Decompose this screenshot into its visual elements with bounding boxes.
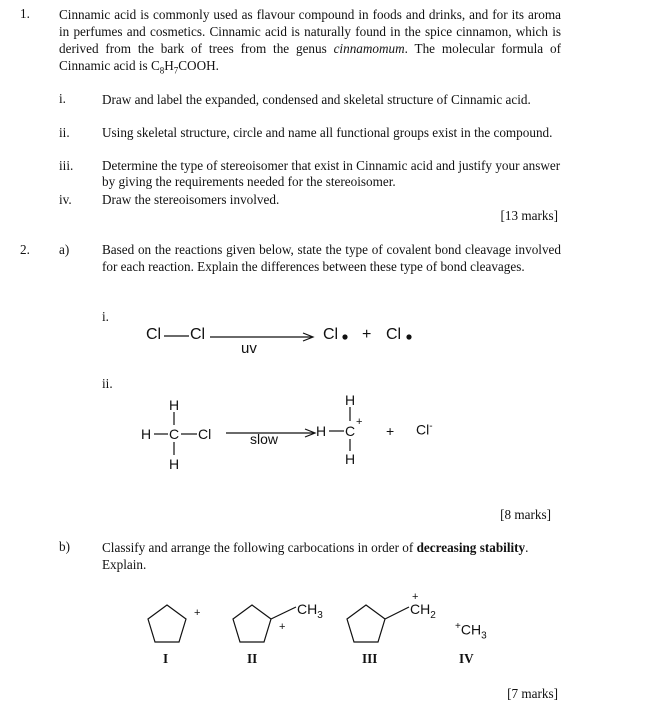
question-2-number: 2. <box>20 242 30 257</box>
chloride-ion: Cl- <box>416 421 433 438</box>
q2b-text: Classify and arrange the following carbocations in order of decreasing stability. Explain. <box>102 540 529 572</box>
reaction-1-num: i. <box>102 309 109 324</box>
cation-h-top: H <box>345 392 356 408</box>
q1-item-iii-num: iii. <box>59 158 74 173</box>
intro-text-1: Cinnamic acid is commonly used as flavour compound in foods and drinks, and for its aroma in perfumes and cosmetics. Cinnamic acid is naturally found in the spice cinnamon, which is derived from the bark of trees from the genus <box>59 7 561 56</box>
cation-h-bottom: H <box>345 451 356 467</box>
carbocation-IV-methyl: $^+CH_3$ <box>455 621 487 642</box>
carbocation-II-charge: + <box>279 621 286 633</box>
carbocation-III-label: III <box>362 651 378 666</box>
methyl-cl: Cl <box>198 426 212 442</box>
carbocation-I-charge: + <box>194 607 201 619</box>
intro-text-2: . The molecular formula of Cinnamic acid is <box>59 41 561 73</box>
methyl-h-left: H <box>141 426 152 442</box>
ring-III-ch2-bond <box>385 607 409 619</box>
question-1-number: 1. <box>20 6 30 21</box>
q1-item-i-text: Draw and label the expanded, condensed and skeletal structure of Cinnamic acid. <box>102 92 531 107</box>
q2b-label: b) <box>59 539 70 554</box>
methyl-h-top: H <box>169 397 180 413</box>
methyl-h-bottom: H <box>169 456 180 472</box>
radical-dot-2 <box>406 334 411 339</box>
q2a-marks: [8 marks] <box>500 507 551 522</box>
cyclopentyl-ring-II <box>233 605 271 642</box>
product-plus: + <box>362 326 372 343</box>
q2a-text: Based on the reactions given below, state the type of covalent bond cleavage involved for each reaction. Explain the differences between these type of bond cleavages. <box>102 242 561 274</box>
radical-dot-1 <box>342 334 347 339</box>
reaction-2-condition: slow <box>250 431 279 447</box>
methyl-c: C <box>169 426 180 442</box>
reactant-cl-left: Cl <box>146 326 162 343</box>
q1-item-iii-text: Determine the type of stereoisomer that exist in Cinnamic acid and justify your answer by giving the requirements needed for the stereoisomer. <box>102 158 561 189</box>
product-cl-radical-1: Cl <box>323 326 339 343</box>
carbocation-IV-label: IV <box>459 651 474 666</box>
q1-marks: [13 marks] <box>500 208 558 223</box>
carbocation-II-label: II <box>247 651 258 666</box>
cyclopentyl-ring-III <box>347 605 385 642</box>
cyclopentyl-ring-I <box>148 605 186 642</box>
q1-item-ii-text: Using skeletal structure, circle and name all functional groups exist in the compound. <box>102 125 553 140</box>
molecular-formula: $C_8H_7COOH$. <box>150 58 219 76</box>
q2a-label: a) <box>59 242 70 257</box>
reactant-cl-right: Cl <box>190 326 206 343</box>
carbocation-II-methyl: $CH_3$ <box>297 601 323 621</box>
cation-h-left: H <box>316 423 327 439</box>
cation-charge: + <box>356 416 363 428</box>
products-plus: + <box>386 423 395 439</box>
q1-item-ii-num: ii. <box>59 125 70 140</box>
q1-item-iv-num: iv. <box>59 192 72 207</box>
q1-item-iv-text: Draw the stereoisomers involved. <box>102 192 280 207</box>
reaction-1-condition: uv <box>241 340 257 357</box>
genus-name: cinnamomum <box>333 41 405 56</box>
product-cl-radical-2: Cl <box>386 326 402 343</box>
carbocation-III-charge: + <box>412 591 419 603</box>
ring-II-methyl-bond <box>271 607 296 619</box>
q2b-marks: [7 marks] <box>507 686 558 701</box>
carbocation-III-methylene: $CH_2$ <box>410 601 436 621</box>
cation-c: C <box>345 423 356 439</box>
reaction-2-num: ii. <box>102 376 113 391</box>
q1-item-i-num: i. <box>59 91 66 106</box>
carbocation-I-label: I <box>163 651 169 666</box>
